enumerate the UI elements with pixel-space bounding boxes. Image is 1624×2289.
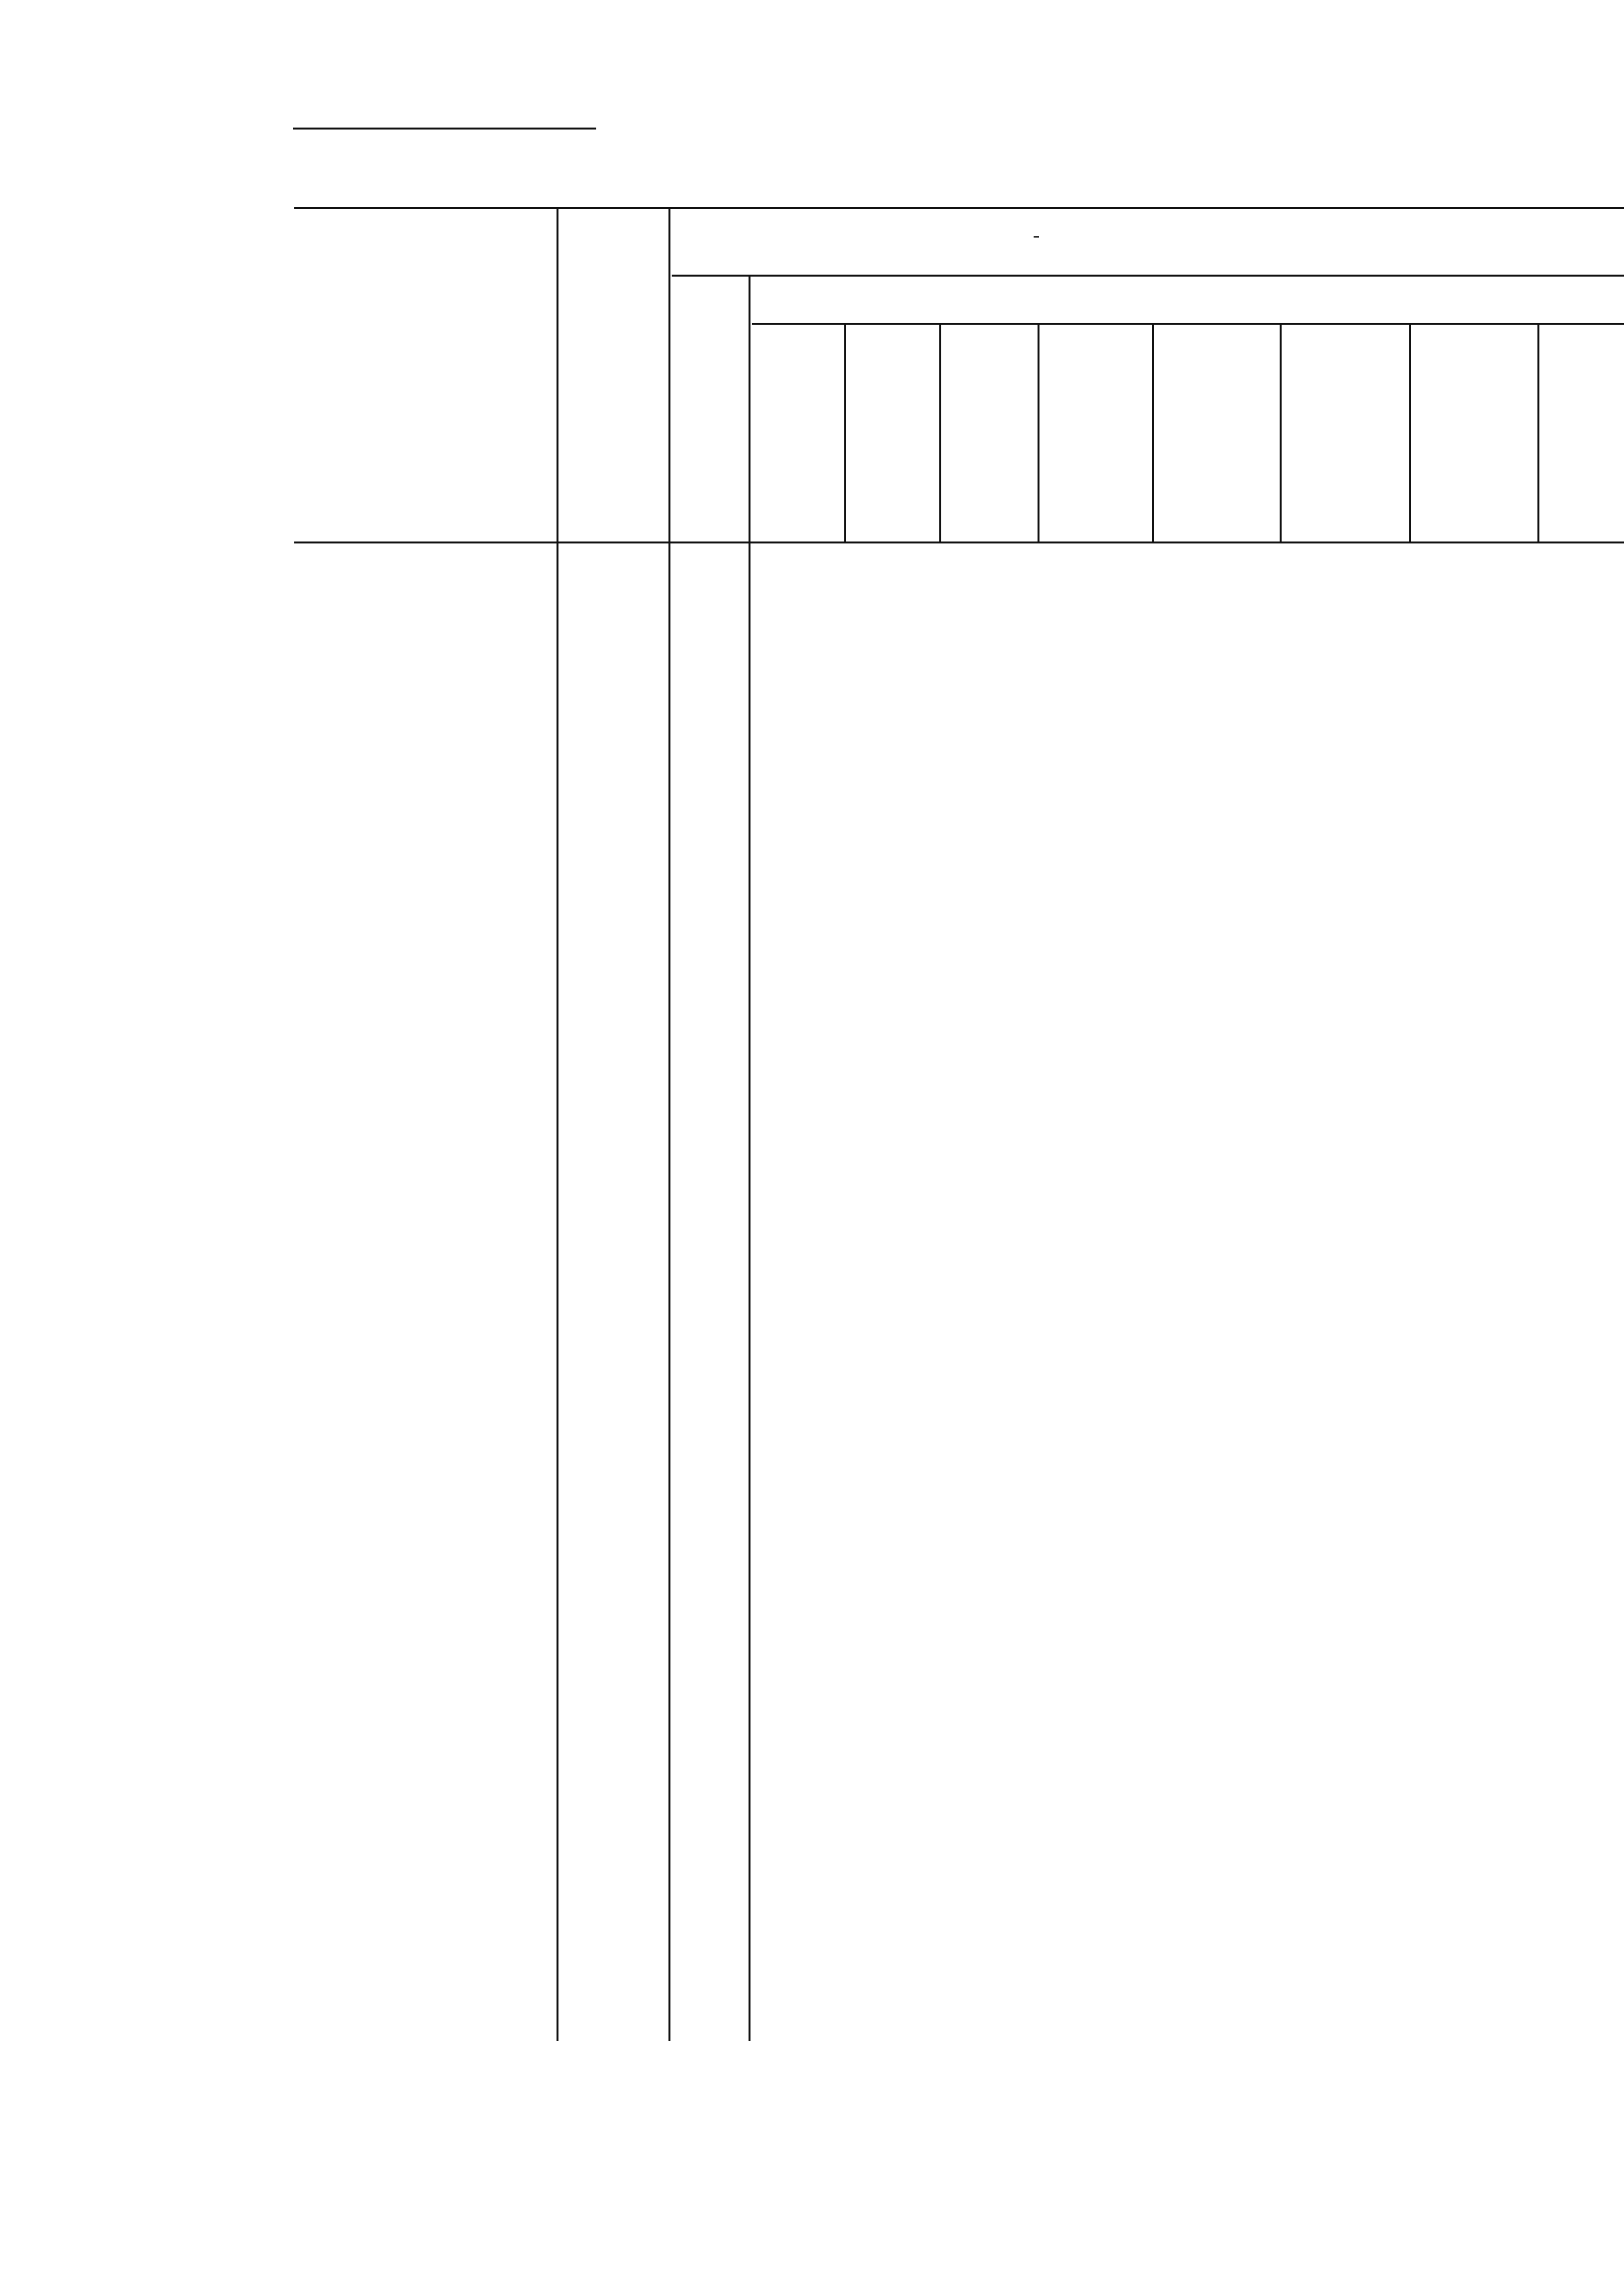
header-bottom-rule — [294, 541, 1624, 543]
pipes-unit-num — [1034, 236, 1039, 238]
col-rule-large — [1537, 323, 1539, 541]
table-top-rule — [294, 207, 1624, 209]
col-rule-thinwall — [1280, 323, 1282, 541]
including-header-rule — [752, 323, 1624, 325]
col-rule-code — [668, 207, 670, 2041]
pipes-unit-fraction — [1034, 236, 1039, 238]
col-rule-drawn — [1038, 323, 1039, 541]
col-rule-oil-welded — [1409, 323, 1411, 541]
col-rule-rolled — [939, 323, 941, 541]
pipes-header-rule — [672, 275, 1624, 277]
page-reference-underline — [293, 128, 596, 130]
col-rule-total — [749, 275, 750, 2041]
col-rule-objects — [557, 207, 558, 2041]
col-rule-water-gas — [1152, 323, 1154, 541]
col-rule-seamless — [844, 323, 846, 541]
header-pipes-title — [1028, 225, 1302, 247]
